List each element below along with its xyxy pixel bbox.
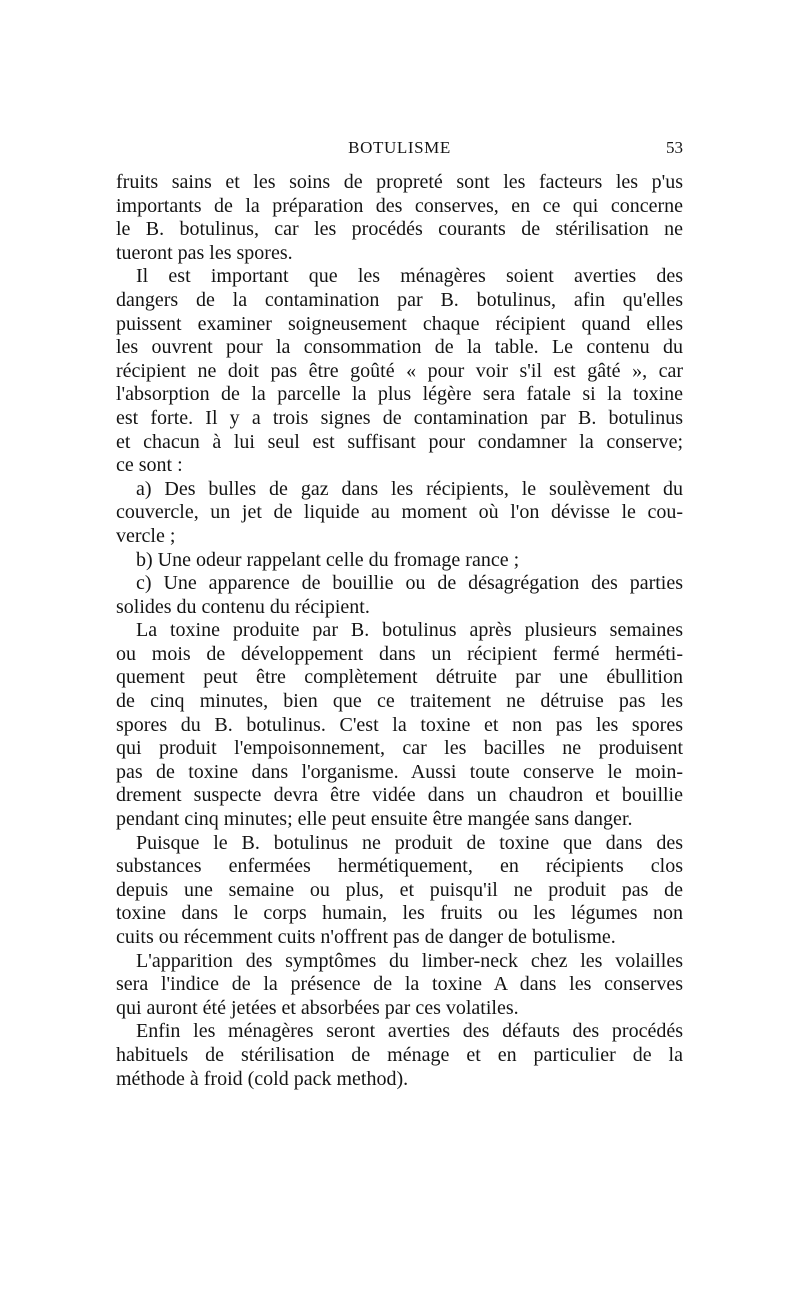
text-line: quement peut être complètement détruite par une ébullition: [116, 666, 683, 689]
text-line: sera l'indice de la présence de la toxine A dans les conserves: [116, 973, 683, 996]
text-line: le B. botulinus, car les procédés courants de stérilisation ne: [116, 218, 683, 241]
text-line: a) Des bulles de gaz dans les récipients, le soulèvement du: [136, 477, 683, 500]
text-line: ou mois de développement dans un récipient fermé herméti-: [116, 642, 683, 665]
text-line: récipient ne doit pas être goûté « pour voir s'il est gâté », car: [116, 359, 683, 382]
text-line: vercle ;: [116, 524, 176, 547]
text-line: ce sont :: [116, 454, 183, 477]
text-line: Puisque le B. botulinus ne produit de toxine que dans des: [136, 831, 683, 854]
text-line: spores du B. botulinus. C'est la toxine et non pas les spores: [116, 713, 683, 736]
text-line: qui auront été jetées et absorbées par ces volatiles.: [116, 996, 519, 1019]
text-line: de cinq minutes, bien que ce traitement ne détruise pas les: [116, 690, 683, 713]
text-line: fruits sains et les soins de propreté sont les facteurs les p'us: [116, 171, 683, 193]
text-line: couvercle, un jet de liquide au moment où l'on dévisse le cou-: [116, 501, 683, 524]
text-line: puissent examiner soigneusement chaque récipient quand elles: [116, 312, 683, 335]
text-line: les ouvrent pour la consommation de la table. Le contenu du: [116, 336, 683, 359]
body-text: [116, 171, 683, 1091]
running-header: [116, 138, 683, 162]
text-line: qui produit l'empoisonnement, car les bacilles ne produisent: [116, 737, 683, 760]
running-title: BOTULISME: [348, 138, 451, 157]
page-number: 53: [666, 138, 683, 157]
text-line: Il est important que les ménagères soient averties des: [136, 265, 683, 288]
text-line: substances enfermées hermétiquement, en récipients clos: [116, 855, 683, 878]
text-line: et chacun à lui seul est suffisant pour condamner la conserve;: [116, 430, 683, 453]
text-line: méthode à froid (cold pack method).: [116, 1067, 409, 1090]
text-line: L'apparition des symptômes du limber-neck chez les volailles: [136, 949, 683, 972]
text-line: drement suspecte devra être vidée dans un chaudron et bouillie: [116, 784, 683, 807]
text-line: cuits ou récemment cuits n'offrent pas de danger de botulisme.: [116, 926, 616, 948]
text-line: habituels de stérilisation de ménage et en particulier de la: [116, 1043, 683, 1066]
text-line: importants de la préparation des conserves, en ce qui concerne: [116, 194, 683, 217]
text-line: l'absorption de la parcelle la plus légère sera fatale si la toxine: [116, 383, 683, 406]
text-line: Enfin les ménagères seront averties des défauts des procédés: [136, 1020, 683, 1043]
text-line: pendant cinq minutes; elle peut ensuite être mangée sans danger.: [116, 808, 633, 831]
text-line: La toxine produite par B. botulinus après plusieurs semaines: [136, 619, 683, 642]
text-line: depuis une semaine ou plus, et puisqu'il ne produit pas de: [116, 878, 683, 901]
text-line: tueront pas les spores.: [116, 241, 293, 264]
text-line: solides du contenu du récipient.: [116, 595, 370, 618]
text-line: dangers de la contamination par B. botulinus, afin qu'elles: [116, 288, 683, 311]
text-line: b) Une odeur rappelant celle du fromage rance ;: [136, 548, 520, 571]
text-line: est forte. Il y a trois signes de contamination par B. botulinus: [116, 406, 683, 429]
text-line: c) Une apparence de bouillie ou de désagrégation des parties: [136, 572, 683, 595]
text-line: pas de toxine dans l'organisme. Aussi toute conserve le moin-: [116, 760, 683, 783]
text-line: toxine dans le corps humain, les fruits ou les légumes non: [116, 902, 683, 925]
